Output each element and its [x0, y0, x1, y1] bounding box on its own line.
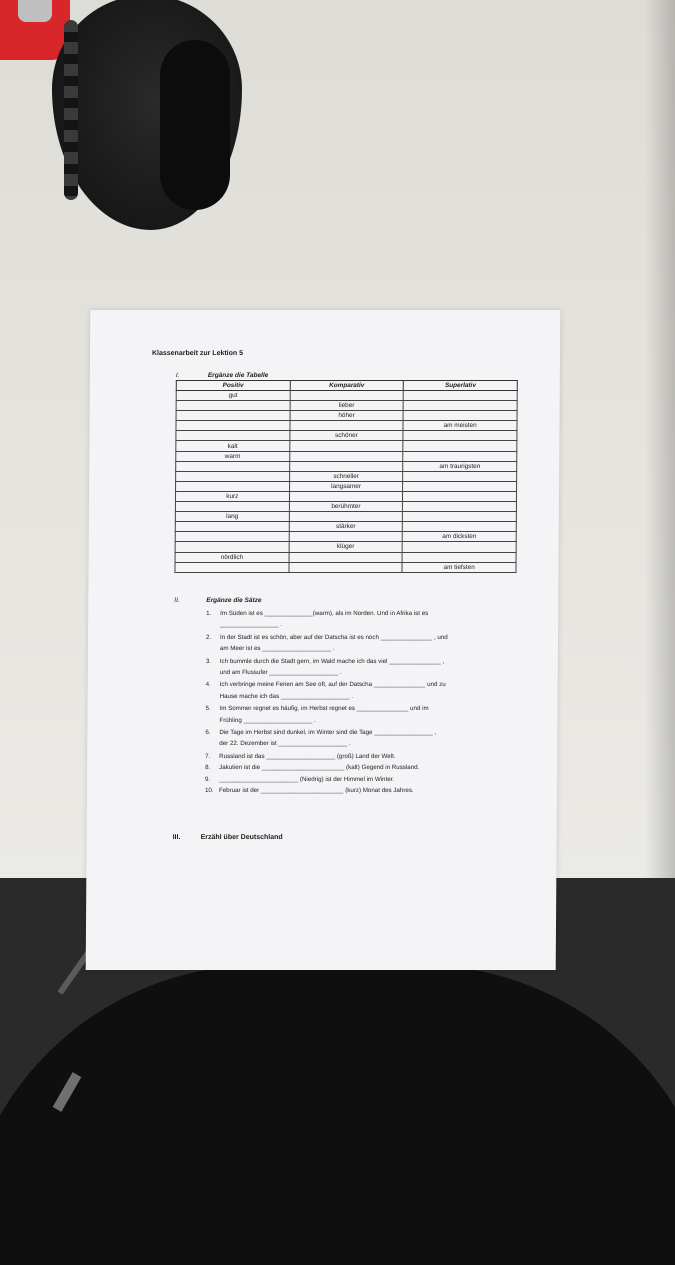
sentence-text: am Meer ist es ____________________ . — [219, 645, 335, 653]
sentence-number — [205, 738, 219, 749]
sentence-number — [206, 667, 220, 678]
table-row — [175, 512, 516, 522]
toy-car — [0, 0, 250, 235]
column-header-positiv: Positiv — [176, 381, 290, 391]
table-row — [176, 471, 517, 481]
sentence-item — [206, 608, 506, 632]
table-cell: stärker — [289, 522, 403, 532]
table-cell — [289, 512, 403, 522]
table-cell: langsamer — [289, 481, 403, 491]
table-row — [176, 391, 517, 401]
table-row — [176, 481, 517, 491]
section2-number: II. — [174, 597, 180, 604]
sentence-item — [205, 727, 505, 751]
table-cell — [402, 542, 516, 552]
table-cell — [289, 491, 403, 501]
worksheet-paper — [86, 310, 561, 970]
table-cell — [289, 441, 403, 451]
sentence-item — [205, 703, 505, 727]
table-cell — [176, 461, 290, 471]
table-row — [175, 552, 516, 562]
table-cell — [402, 552, 516, 562]
table-cell — [403, 411, 517, 421]
table-cell — [289, 451, 403, 461]
table-cell: schneller — [289, 471, 403, 481]
table-cell — [403, 391, 517, 401]
table-row — [175, 542, 516, 552]
sentence-item — [205, 774, 505, 785]
sentence-number: 5. — [205, 705, 211, 713]
table-cell: kurz — [175, 491, 289, 501]
toy-car-tread — [64, 20, 78, 200]
table-row — [175, 562, 516, 572]
table-cell — [403, 441, 517, 451]
sentence-text: Ich bummle durch die Stadt gern, im Wald mache ich das viel _______________ , — [219, 657, 445, 665]
table-cell — [175, 522, 289, 532]
sentence-text: _______________________ (Niedrig) ist der Himmel im Winter. — [219, 775, 395, 783]
table-row — [176, 441, 517, 451]
sentence-number: 9. — [205, 775, 211, 783]
sentence-number: 6. — [205, 729, 211, 737]
sentence-number: 3. — [205, 657, 212, 665]
table-cell: nördlich — [175, 552, 289, 562]
sentence-text: Im Sommer regnet es häufig, im Herbst regnet es _______________ und im — [219, 705, 429, 713]
sentence-list — [205, 608, 506, 797]
table-cell — [290, 421, 404, 431]
table-cell — [289, 562, 403, 572]
table-cell — [175, 532, 289, 542]
table-cell — [403, 481, 517, 491]
table-cell — [403, 451, 517, 461]
table-cell — [289, 532, 403, 542]
table-cell — [403, 431, 517, 441]
table-cell: warm — [176, 451, 290, 461]
toy-car-gear — [18, 0, 52, 22]
table-cell — [176, 481, 290, 491]
sentence-item — [205, 762, 505, 773]
sentence-text: Die Tage im Herbst sind dunkel, im Winter sind die Tage _________________ , — [219, 729, 437, 737]
table-cell — [175, 502, 289, 512]
sentence-number: 7. — [205, 752, 211, 760]
table-cell: schöner — [290, 431, 404, 441]
table-row — [176, 461, 517, 471]
section1-heading: Ergänze die Tabelle — [207, 372, 269, 379]
sentence-text: Ich verbringe meine Ferien am See oft, auf der Datscha _______________ und zu — [219, 681, 446, 689]
table-cell: kalt — [176, 441, 290, 451]
table-body — [175, 391, 517, 573]
sentence-item — [206, 632, 506, 656]
table-cell: klüger — [289, 542, 403, 552]
sentence-item — [205, 785, 505, 796]
table-cell: am traurigsten — [403, 461, 517, 471]
worksheet-title: Klassenarbeit zur Lektion 5 — [151, 350, 244, 357]
toy-car-hub — [160, 40, 230, 210]
sentence-item — [206, 679, 506, 703]
table-cell — [176, 401, 290, 411]
table-cell: am dicksten — [402, 532, 516, 542]
table-cell — [176, 471, 290, 481]
sentence-text: Hause mache ich das ____________________ . — [219, 692, 354, 700]
sentence-number: 2. — [205, 633, 212, 641]
table-cell — [289, 461, 403, 471]
table-row — [175, 502, 516, 512]
table-cell — [175, 562, 289, 572]
table-cell — [403, 512, 517, 522]
table-row — [176, 421, 517, 431]
table-cell — [403, 471, 517, 481]
sentence-text: Im Süden ist es ______________(warm), als im Norden. Und in Afrika ist es — [220, 610, 429, 617]
table-cell — [403, 401, 517, 411]
table-cell — [176, 411, 290, 421]
table-header-row — [176, 381, 517, 391]
sentence-number: 10. — [204, 787, 214, 795]
table-cell: am meisten — [403, 421, 517, 431]
sentence-number — [206, 643, 220, 654]
table-cell — [290, 391, 404, 401]
sentence-text: Februar ist der ________________________ (kurz) Monat des Jahres. — [218, 787, 414, 795]
sentence-text: _________________ . — [220, 621, 283, 629]
section3-number: III. — [172, 834, 181, 841]
table-cell — [175, 542, 289, 552]
sentence-number — [206, 619, 220, 630]
table-cell: am tiefsten — [402, 562, 516, 572]
sentence-number: 1. — [206, 610, 212, 617]
column-header-superlativ: Superlativ — [404, 381, 518, 391]
table-row — [176, 431, 517, 441]
table-cell — [403, 522, 517, 532]
table-cell: lieber — [290, 401, 404, 411]
table-cell: lang — [175, 512, 289, 522]
table-cell — [403, 502, 517, 512]
adjective-table — [174, 380, 517, 573]
table-row — [175, 491, 516, 501]
table-row — [176, 401, 517, 411]
table-cell — [403, 491, 517, 501]
sentence-text: In der Stadt ist es schön, aber auf der Datscha ist es noch _______________ , und — [219, 633, 448, 641]
section3-heading: Erzähl über Deutschland — [200, 834, 283, 841]
section2-heading: Ergänze die Sätze — [206, 597, 262, 604]
sentence-text: und am Flussufer ____________________ . — [219, 669, 342, 677]
table-cell — [289, 552, 403, 562]
table-cell — [176, 431, 290, 441]
table-row — [176, 411, 517, 421]
table-row — [175, 532, 516, 542]
section1-number: I. — [175, 372, 180, 379]
wall-shadow — [645, 0, 675, 885]
table-cell: höher — [290, 411, 404, 421]
sentence-item — [205, 751, 505, 762]
sentence-text: Russland ist das ____________________ (groß) Land der Welt. — [219, 752, 396, 760]
table-row — [176, 451, 517, 461]
table-cell — [176, 421, 290, 431]
table-cell: gut — [176, 391, 290, 401]
sentence-number — [205, 715, 219, 726]
sentence-number: 8. — [205, 764, 211, 772]
backpack — [0, 965, 675, 1265]
sentence-text: Frühling ____________________ . — [219, 716, 316, 724]
sentence-number: 4. — [205, 681, 211, 689]
table-row — [175, 522, 516, 532]
column-header-komparativ: Komparativ — [290, 381, 404, 391]
table-cell: berühmter — [289, 502, 403, 512]
sentence-item — [206, 656, 506, 680]
sentence-number — [206, 691, 220, 702]
sentence-text: Jakutien ist die ________________________ (kalt) Gegend in Russland. — [219, 764, 420, 772]
sentence-text: der 22. Dezember ist ____________________ . — [219, 740, 351, 748]
